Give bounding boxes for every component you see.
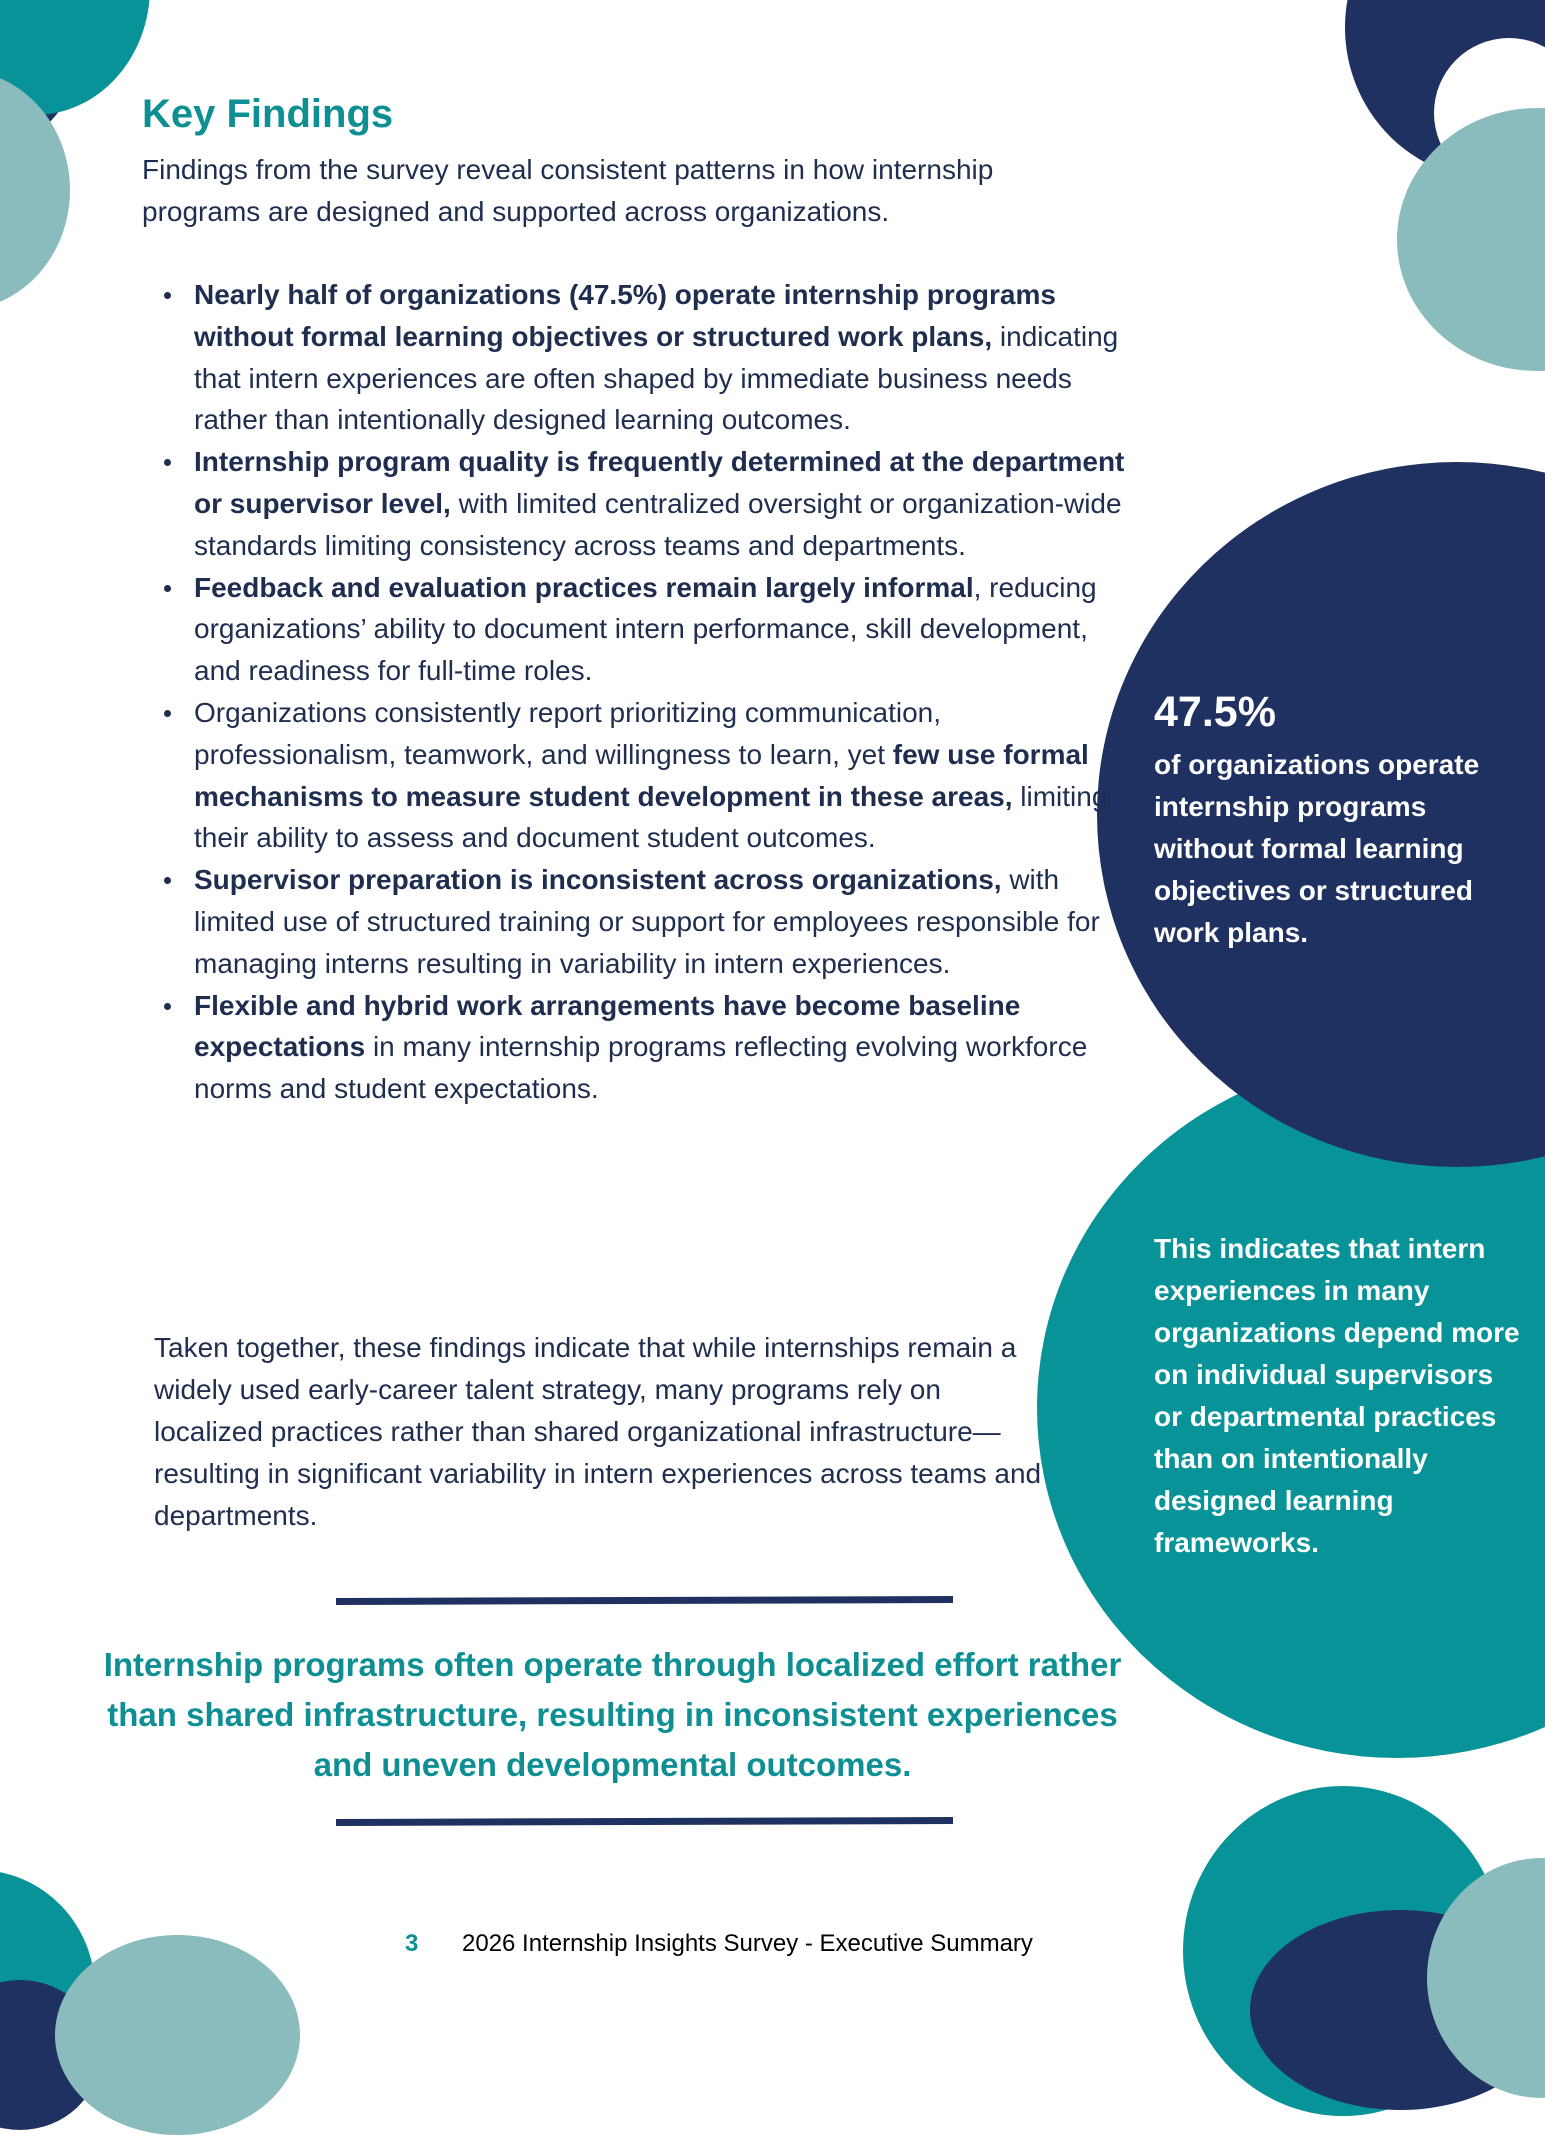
finding-bold-text: Nearly half of organizations (47.5%) operate internship programs without formal learning objectives or structured work plans, xyxy=(194,279,1056,352)
finding-bold-text: Flexible and hybrid work arrangements have become baseline expectations xyxy=(194,989,1021,1063)
finding-bold-text: Supervisor preparation is inconsistent across organizations, xyxy=(194,864,1002,896)
finding-bold-text: Internship program quality is frequently determined at the department or supervisor level, xyxy=(194,446,1125,519)
finding-text: indicating that intern experiences are often shaped by immediate business needs rather than intentionally designed learning outcomes. xyxy=(194,320,1119,436)
finding-bold-text: Feedback and evaluation practices remain largely informal xyxy=(194,571,974,603)
finding-text: Organizations consistently report prioritizing communication, professionalism, teamwork, and willingness to learn, yet xyxy=(194,696,941,770)
stat-value: 47.5% xyxy=(1154,688,1276,736)
list-item xyxy=(194,274,1134,441)
list-item xyxy=(194,567,1134,692)
finding-text: , reducing organizations’ ability to document intern performance, skill development, and readiness for full-time roles. xyxy=(194,571,1097,687)
stat-caption: of organizations operate internship programs without formal learning objectives or structured work plans. xyxy=(1154,749,1480,948)
list-item xyxy=(194,441,1134,566)
callout-text: This indicates that intern experiences in many organizations depend more on individual supervisors or departmental practices than on intentionally designed learning frameworks. xyxy=(1154,1233,1520,1558)
summary-paragraph: Taken together, these findings indicate that while internships remain a widely used early-career talent strategy, many programs rely on localized practices rather than shared organizational infrastructure—resulting in significant variability in intern experiences across teams and departments. xyxy=(154,1332,1042,1531)
list-item xyxy=(194,985,1134,1110)
list-item xyxy=(194,859,1134,984)
intro-paragraph: Findings from the survey reveal consistent patterns in how internship programs are designed and supported across organizations. xyxy=(142,154,994,227)
finding-bold-text: few use formal mechanisms to measure student development in these areas, xyxy=(194,738,1089,812)
finding-text: with limited use of structured training or support for employees responsible for managing interns resulting in variability in intern experiences. xyxy=(194,864,1100,979)
pull-quote: Internship programs often operate through localized effort rather than shared infrastructure, resulting in inconsistent experiences and uneven developmental outcomes. xyxy=(103,1646,1122,1783)
finding-text-end: limiting their ability to assess and document student outcomes. xyxy=(194,780,1108,854)
decor-circle-bottom-left-light xyxy=(55,1935,300,2135)
divider-bottom xyxy=(336,1817,953,1826)
footer-title: 2026 Internship Insights Survey - Executive Summary xyxy=(462,1930,1033,1957)
finding-text: with limited centralized oversight or organization-wide standards limiting consistency across teams and departments. xyxy=(194,487,1122,561)
divider-top xyxy=(336,1596,953,1605)
findings-list xyxy=(142,274,1134,1110)
finding-text: in many internship programs reflecting evolving workforce norms and student expectations. xyxy=(194,1031,1088,1105)
list-item xyxy=(194,692,1134,859)
page-number: 3 xyxy=(405,1930,419,1957)
page-title: Key Findings xyxy=(142,92,394,136)
